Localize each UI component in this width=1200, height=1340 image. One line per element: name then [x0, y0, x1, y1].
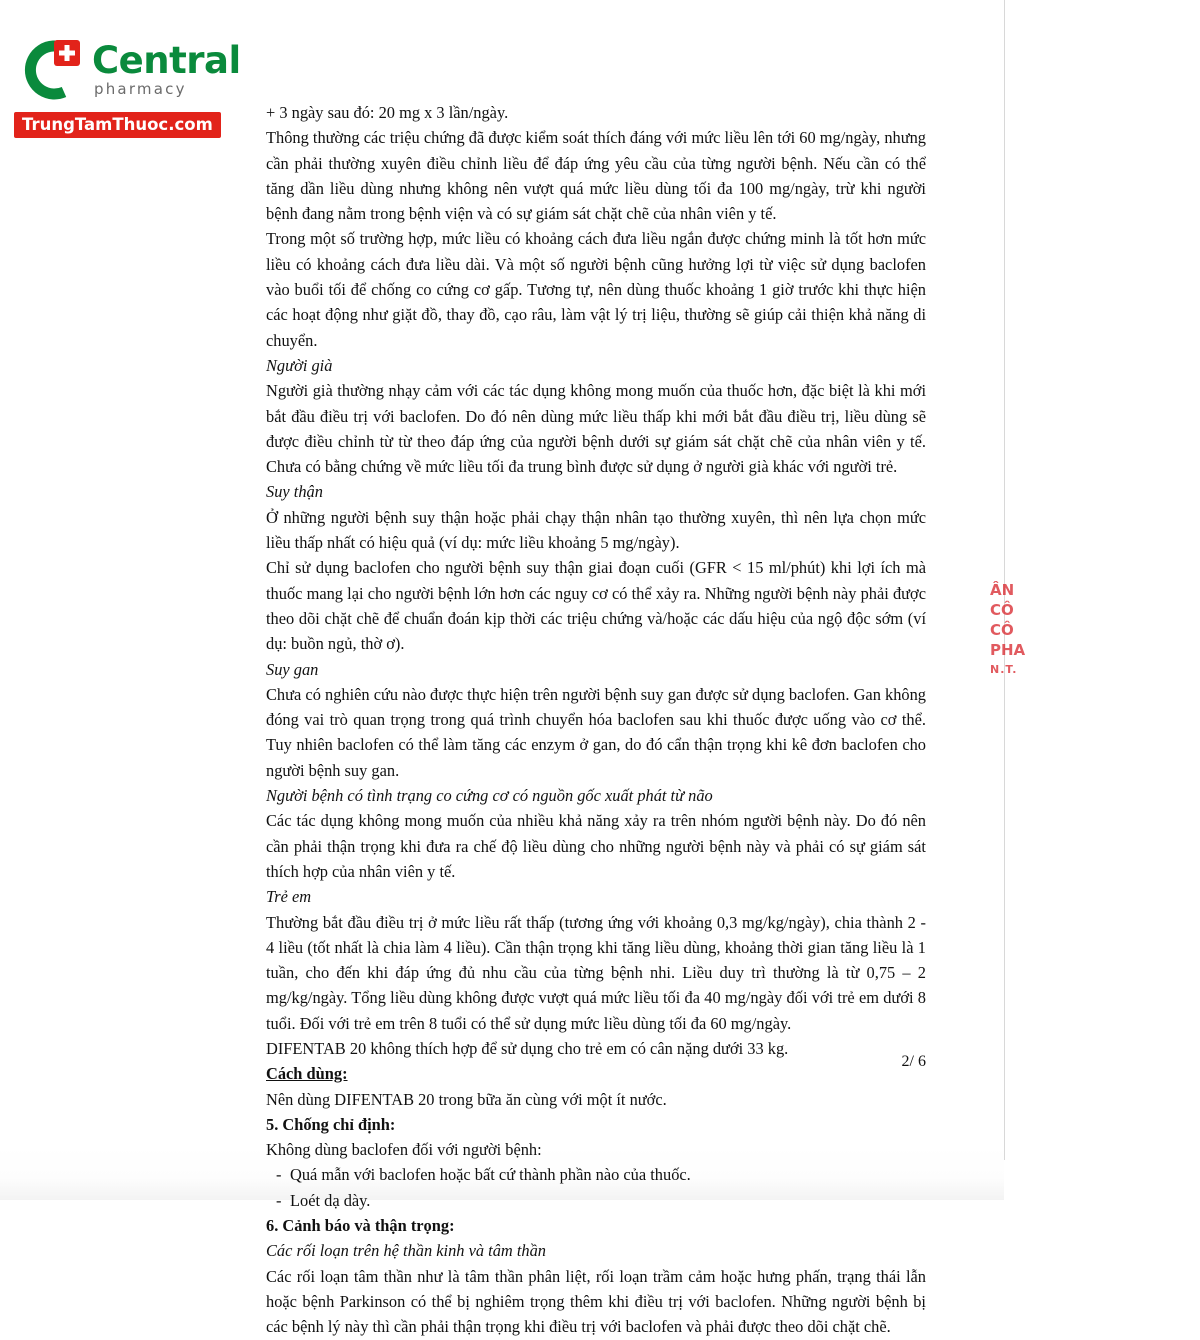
leaflet-heading: Suy gan	[266, 659, 319, 679]
leaflet-paragraph: + 3 ngày sau đó: 20 mg x 3 lần/ngày.	[266, 103, 509, 122]
leaflet-bullet: - Quá mẫn với baclofen hoặc bất cứ thành phần nào của thuốc.	[266, 1162, 926, 1187]
leaflet-paragraph: Chỉ sử dụng baclofen cho người bệnh suy thận giai đoạn cuối (GFR < 15 ml/phút) khi lợi ích mà thuốc mang lại cho người bệnh lớn hơn các nguy cơ có thể xảy ra. Những người bệnh này phải được theo dõi chặt chẽ để chuẩn đoán kịp thời các triệu chứng và/hoặc các dấu hiệu của ngộ độc sớm (ví dụ: buồn ngủ, thờ ơ).	[266, 558, 926, 654]
leaflet-paragraph: Chưa có nghiên cứu nào được thực hiện trên người bệnh suy gan được sử dụng baclofen. Gan không đóng vai trò quan trọng trong quá trình chuyển hóa baclofen sau khi thuốc được uống vào cơ thể. Tuy nhiên baclofen có thể làm tăng các enzym ở gan, do đó cẩn thận trọng khi kê đơn baclofen cho người bệnh suy gan.	[266, 684, 926, 780]
leaflet-paragraph: Các tác dụng không mong muốn của nhiều khả năng xảy ra trên nhóm người bệnh này. Do đó nên cần phải thận trọng khi đưa ra chế độ liều dùng cho những người bệnh này và phải có sự giám sát thích hợp của nhân viên y tế.	[266, 811, 926, 881]
page-number: 2/ 6	[901, 1053, 926, 1070]
leaflet-paragraph: Nên dùng DIFENTAB 20 trong bữa ăn cùng với một ít nước.	[266, 1089, 667, 1109]
leaflet-paragraph: Không dùng baclofen đối với người bệnh:	[266, 1140, 542, 1160]
red-side-stamp	[990, 580, 1050, 750]
leaflet-heading: 6. Cảnh báo và thận trọng:	[266, 1216, 455, 1236]
leaflet-heading: Cách dùng:	[266, 1064, 348, 1084]
stamp-line-2: CÔ	[990, 601, 1014, 619]
leaflet-paragraph: Các rối loạn tâm thần như là tâm thần phân liệt, rối loạn trầm cảm hoặc hưng phấn, trạng thái lẫn hoặc bệnh Parkinson có thể bị nghiêm trọng thêm khi điều trị với baclofen. Những người bệnh bị các bệnh lý này thì cần phải thận trọng khi điều trị với baclofen và phải được theo dõi chặt chẽ.	[266, 1266, 926, 1337]
brand-wordmark	[92, 39, 241, 98]
leaflet-heading: 5. Chống chỉ định:	[266, 1114, 396, 1134]
leaflet-paragraph: Ở những người bệnh suy thận hoặc phải chạy thận nhân tạo thường xuyên, thì nên lựa chọn mức liều thấp nhất có hiệu quả (ví dụ: mức liều khoảng 5 mg/ngày).	[266, 507, 926, 553]
leaflet-bullet: - Loét dạ dày.	[266, 1188, 926, 1213]
leaflet-heading: Trẻ em	[266, 887, 312, 907]
stamp-line-4: PHA	[990, 641, 1026, 659]
brand-subtitle: pharmacy	[94, 80, 187, 98]
stamp-line-3: CÔ	[990, 621, 1014, 639]
stamp-line-5: N.T.	[990, 663, 1018, 676]
site-url-badge: TrungTamThuoc.com	[14, 112, 221, 138]
brand-name: Central	[92, 39, 241, 82]
leaflet-paragraph: Người già thường nhạy cảm với các tác dụng không mong muốn của thuốc hơn, đặc biệt là khi mới bắt đầu điều trị với baclofen. Do đó nên dùng mức liều thấp khi mới bắt đầu điều trị, liều dùng sẽ được điều chỉnh từ từ theo đáp ứng của người bệnh dưới sự giám sát chặt chẽ của nhân viên y tế. Chưa có bằng chứng về mức liều tối đa trung bình được sử dụng ở người già khác với người trẻ.	[266, 381, 926, 477]
leaflet-heading: Người bệnh có tình trạng co cứng cơ có nguồn gốc xuất phát từ não	[266, 786, 713, 806]
stamp-line-1: ÂN	[990, 581, 1015, 599]
leaflet-heading: Các rối loạn trên hệ thần kinh và tâm thần	[266, 1241, 546, 1261]
central-pharmacy-logo-icon	[14, 34, 86, 106]
leaflet-paragraph: Thông thường các triệu chứng đã được kiểm soát thích đáng với mức liều lên tới 60 mg/ngày, nhưng cần phải thường xuyên điều chỉnh liều để đáp ứng yêu cầu của từng người bệnh. Nếu cần có thể tăng dần liều dùng nhưng không nên vượt quá mức liều dùng tối đa 100 mg/ngày, trừ khi người bệnh đang nằm trong bệnh viện và có sự giám sát chặt chẽ của nhân viên y tế.	[266, 128, 926, 224]
leaflet-heading: Suy thận	[266, 482, 323, 502]
leaflet-paragraph: DIFENTAB 20 không thích hợp để sử dụng cho trẻ em có cân nặng dưới 33 kg.	[266, 1038, 789, 1058]
central-pharmacy-watermark	[10, 24, 241, 142]
leaflet-paragraph: Thường bắt đầu điều trị ở mức liều rất thấp (tương ứng với khoảng 0,3 mg/kg/ngày), chia thành 2 - 4 liều (tốt nhất là chia làm 4 liều). Cần thận trọng khi tăng liều dùng, khoảng thời gian tăng liều là 1 tuần, cho đến khi đáp ứng đủ nhu cầu của từng bệnh nhi. Liều duy trì thường là từ 0,75 – 2 mg/kg/ngày. Tổng liều dùng không được vượt quá mức liều tối đa 40 mg/ngày đối với trẻ em dưới 8 tuổi. Đối với trẻ em trên 8 tuổi có thể sử dụng mức liều dùng tối đa 60 mg/ngày.	[266, 912, 926, 1033]
leaflet-heading: Người già	[266, 355, 333, 375]
leaflet-body-text	[266, 100, 926, 1340]
leaflet-paragraph: Trong một số trường hợp, mức liều có khoảng cách đưa liều ngắn được chứng minh là tốt hơn mức liều có khoảng cách đưa liều dài. Và một số người bệnh cũng hưởng lợi từ việc sử dụng baclofen vào buổi tối để chống co cứng cơ gấp. Tương tự, nên dùng thuốc khoảng 1 giờ trước khi thực hiện các hoạt động như giặt đồ, thay đồ, cạo râu, làm vật lý trị liệu, thường sẽ giúp cải thiện khả năng di chuyển.	[266, 229, 926, 350]
